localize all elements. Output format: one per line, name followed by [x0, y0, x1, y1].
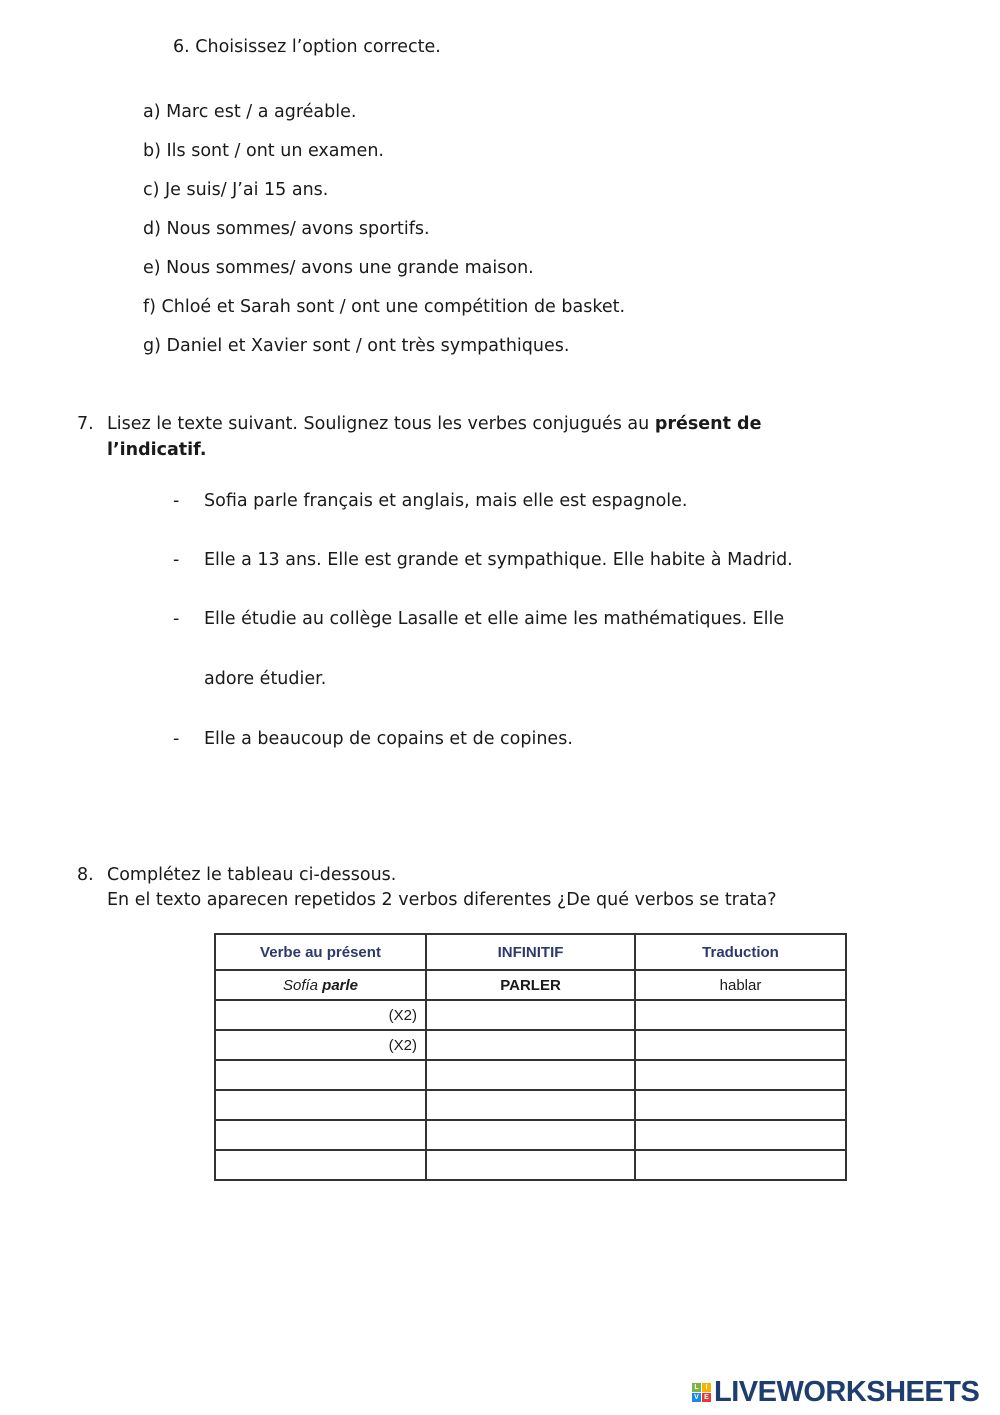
- cell[interactable]: [215, 1060, 426, 1090]
- cell[interactable]: [635, 1150, 846, 1180]
- bullet: -: [173, 491, 180, 511]
- example-infinitive-text: PARLER: [500, 976, 561, 994]
- example-translation: hablar: [635, 970, 846, 1000]
- cell[interactable]: [635, 1090, 846, 1120]
- bullet: -: [173, 550, 180, 570]
- header-infinitif: INFINITIF: [426, 934, 635, 970]
- header-traduction: Traduction: [635, 934, 846, 970]
- text-line: Elle a beaucoup de copains et de copines.: [204, 729, 573, 749]
- q6-item: e) Nous sommes/ avons une grande maison.: [143, 258, 534, 278]
- text-line: Sofia parle français et anglais, mais elle est espagnole.: [204, 491, 688, 511]
- example-verb-form: parle: [322, 976, 359, 994]
- cell[interactable]: [426, 1090, 635, 1120]
- q8-line2: En el texto aparecen repetidos 2 verbos diferentes ¿De qué verbos se trata?: [107, 890, 777, 910]
- q6-title: 6. Choisissez l’option correcte.: [173, 37, 441, 57]
- q6-item: c) Je suis/ J’ai 15 ans.: [143, 180, 329, 200]
- q6-item: b) Ils sont / ont un examen.: [143, 141, 384, 161]
- example-subject: Sofía: [282, 976, 323, 994]
- table-row: [215, 1150, 846, 1180]
- q7-number: 7.: [77, 414, 94, 434]
- logo-letter: L: [692, 1383, 701, 1392]
- x2-cell[interactable]: (X2): [215, 1030, 426, 1060]
- cell[interactable]: [426, 1120, 635, 1150]
- verb-table: [214, 933, 847, 1181]
- cell[interactable]: [426, 1060, 635, 1090]
- header-verbe: Verbe au présent: [215, 934, 426, 970]
- text-line: Elle a 13 ans. Elle est grande et sympathique. Elle habite à Madrid.: [204, 550, 793, 570]
- table-row: [215, 1060, 846, 1090]
- table-header-row: [215, 934, 846, 970]
- logo-letter: V: [692, 1393, 701, 1402]
- q7-bold: présent de: [654, 414, 762, 434]
- logo-squares-icon: [692, 1383, 711, 1402]
- cell[interactable]: [635, 1120, 846, 1150]
- cell[interactable]: [426, 1150, 635, 1180]
- q8-number: 8.: [77, 865, 94, 885]
- cell[interactable]: [215, 1120, 426, 1150]
- q7-bold: l’indicatif.: [107, 440, 207, 460]
- q6-item: d) Nous sommes/ avons sportifs.: [143, 219, 430, 239]
- table-row: [215, 1000, 846, 1030]
- table-row: [215, 1030, 846, 1060]
- logo-letter: E: [702, 1393, 711, 1402]
- table-row-example: [215, 970, 846, 1000]
- logo-letter: I: [702, 1383, 711, 1392]
- example-verb: [215, 970, 426, 1000]
- q6-item: f) Chloé et Sarah sont / ont une compétition de basket.: [143, 297, 626, 317]
- q6-item: a) Marc est / a agréable.: [143, 102, 357, 122]
- q6-item: g) Daniel et Xavier sont / ont très sympathiques.: [143, 336, 570, 356]
- q8-line1: Complétez le tableau ci-dessous.: [107, 865, 397, 885]
- bullet: -: [173, 729, 180, 749]
- liveworksheets-logo: [692, 1376, 979, 1409]
- table-row: [215, 1120, 846, 1150]
- example-infinitive: [426, 970, 635, 1000]
- bullet: -: [173, 609, 180, 629]
- text-line: Elle étudie au collège Lasalle et elle aime les mathématiques. Elle: [204, 609, 785, 629]
- cell[interactable]: [635, 1000, 846, 1030]
- cell[interactable]: [215, 1090, 426, 1120]
- q7-instruction: [107, 413, 761, 435]
- text-line: adore étudier.: [204, 669, 327, 689]
- q7-instruction-line2: [107, 439, 206, 461]
- table-row: [215, 1090, 846, 1120]
- x2-cell[interactable]: (X2): [215, 1000, 426, 1030]
- q7-instruction-text: Lisez le texte suivant. Soulignez tous les verbes conjugués au: [107, 414, 655, 434]
- cell[interactable]: [215, 1150, 426, 1180]
- cell[interactable]: [426, 1030, 635, 1060]
- logo-text: LIVEWORKSHEETS: [714, 1376, 980, 1408]
- cell[interactable]: [635, 1060, 846, 1090]
- cell[interactable]: [635, 1030, 846, 1060]
- cell[interactable]: [426, 1000, 635, 1030]
